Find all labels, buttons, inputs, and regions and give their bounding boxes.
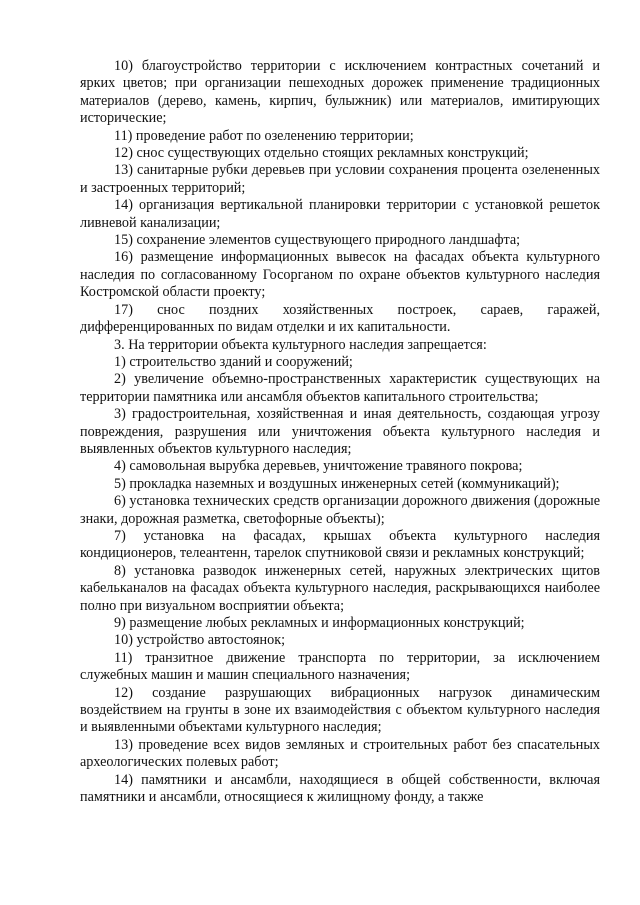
paragraph: 15) сохранение элементов существующего природного ландшафта; (114, 232, 521, 249)
paragraph: 7) установка на фасадах, крышах объекта культурного наследия кондиционеров, телеантенн, тарелок спутниковой связи и рекламных конструкций; (80, 527, 600, 562)
paragraph: 12) снос существующих отдельно стоящих рекламных конструкций; (114, 145, 529, 162)
paragraph: 5) прокладка наземных и воздушных инженерных сетей (коммуникаций); (114, 475, 560, 492)
paragraph: 13) проведение всех видов земляных и строительных работ без спасательных археологических полевых работ; (80, 736, 600, 771)
section-heading: 3. На территории объекта культурного наследия запрещается: (114, 336, 487, 353)
paragraph: 13) санитарные рубки деревьев при условии сохранения процента озелененных и застроенных территорий; (80, 162, 600, 196)
paragraph: 14) организация вертикальной планировки территории с установкой решеток ливневой канализации; (80, 197, 600, 231)
paragraph: 8) установка разводок инженерных сетей, наружных электрических щитов кабельканалов на фасадах объекта культурного наследия, раскрывающихся наиболее полно при визуальном восприятии объекта; (80, 562, 600, 614)
paragraph: 11) транзитное движение транспорта по территории, за исключением служебных машин и машин специального назначения; (80, 649, 600, 684)
paragraph: 1) строительство зданий и сооружений; (114, 353, 353, 370)
paragraph: 6) установка технических средств организации дорожного движения (дорожные знаки, дорожная разметка, светофорные объекты); (80, 493, 600, 527)
paragraph: 10) благоустройство территории с исключением контрастных сочетаний и ярких цветов; при организации пешеходных дорожек применение традиционных материалов (дерево, камень, кирпич, булыжник) или материалов, имитирующих исторические; (80, 58, 600, 127)
paragraph: 4) самовольная вырубка деревьев, уничтожение травяного покрова; (114, 458, 523, 475)
paragraph: 12) создание разрушающих вибрационных нагрузок динамическим воздействием на грунты в зоне их взаимодействия с объектом культурного наследия и выявленными объектами культурного наследия; (80, 684, 600, 736)
paragraph: 10) устройство автостоянок; (114, 632, 286, 649)
paragraph: 17) снос поздних хозяйственных построек, сараев, гаражей, дифференцированных по видам отделки и их капитальности. (80, 301, 600, 336)
paragraph: 9) размещение любых рекламных и информационных конструкций; (114, 615, 525, 631)
paragraph: 11) проведение работ по озеленению территории; (114, 127, 414, 144)
paragraph: 3) градостроительная, хозяйственная и иная деятельность, создающая угрозу повреждения, разрушения или уничтожения объекта культурного наследия и выявленных объектов культурного наследия; (80, 406, 600, 457)
paragraph: 14) памятники и ансамбли, находящиеся в общей собственности, включая памятники и ансамбли, относящиеся к жилищному фонду, а также (80, 771, 600, 806)
paragraph: 2) увеличение объемно-пространственных характеристик существующих на территории памятника или ансамбля объектов капитального строительства; (80, 371, 600, 405)
paragraph: 16) размещение информационных вывесок на фасадах объекта культурного наследия по согласованному Госорганом по охране объектов культурного наследия Костромской области проекту; (80, 249, 600, 301)
